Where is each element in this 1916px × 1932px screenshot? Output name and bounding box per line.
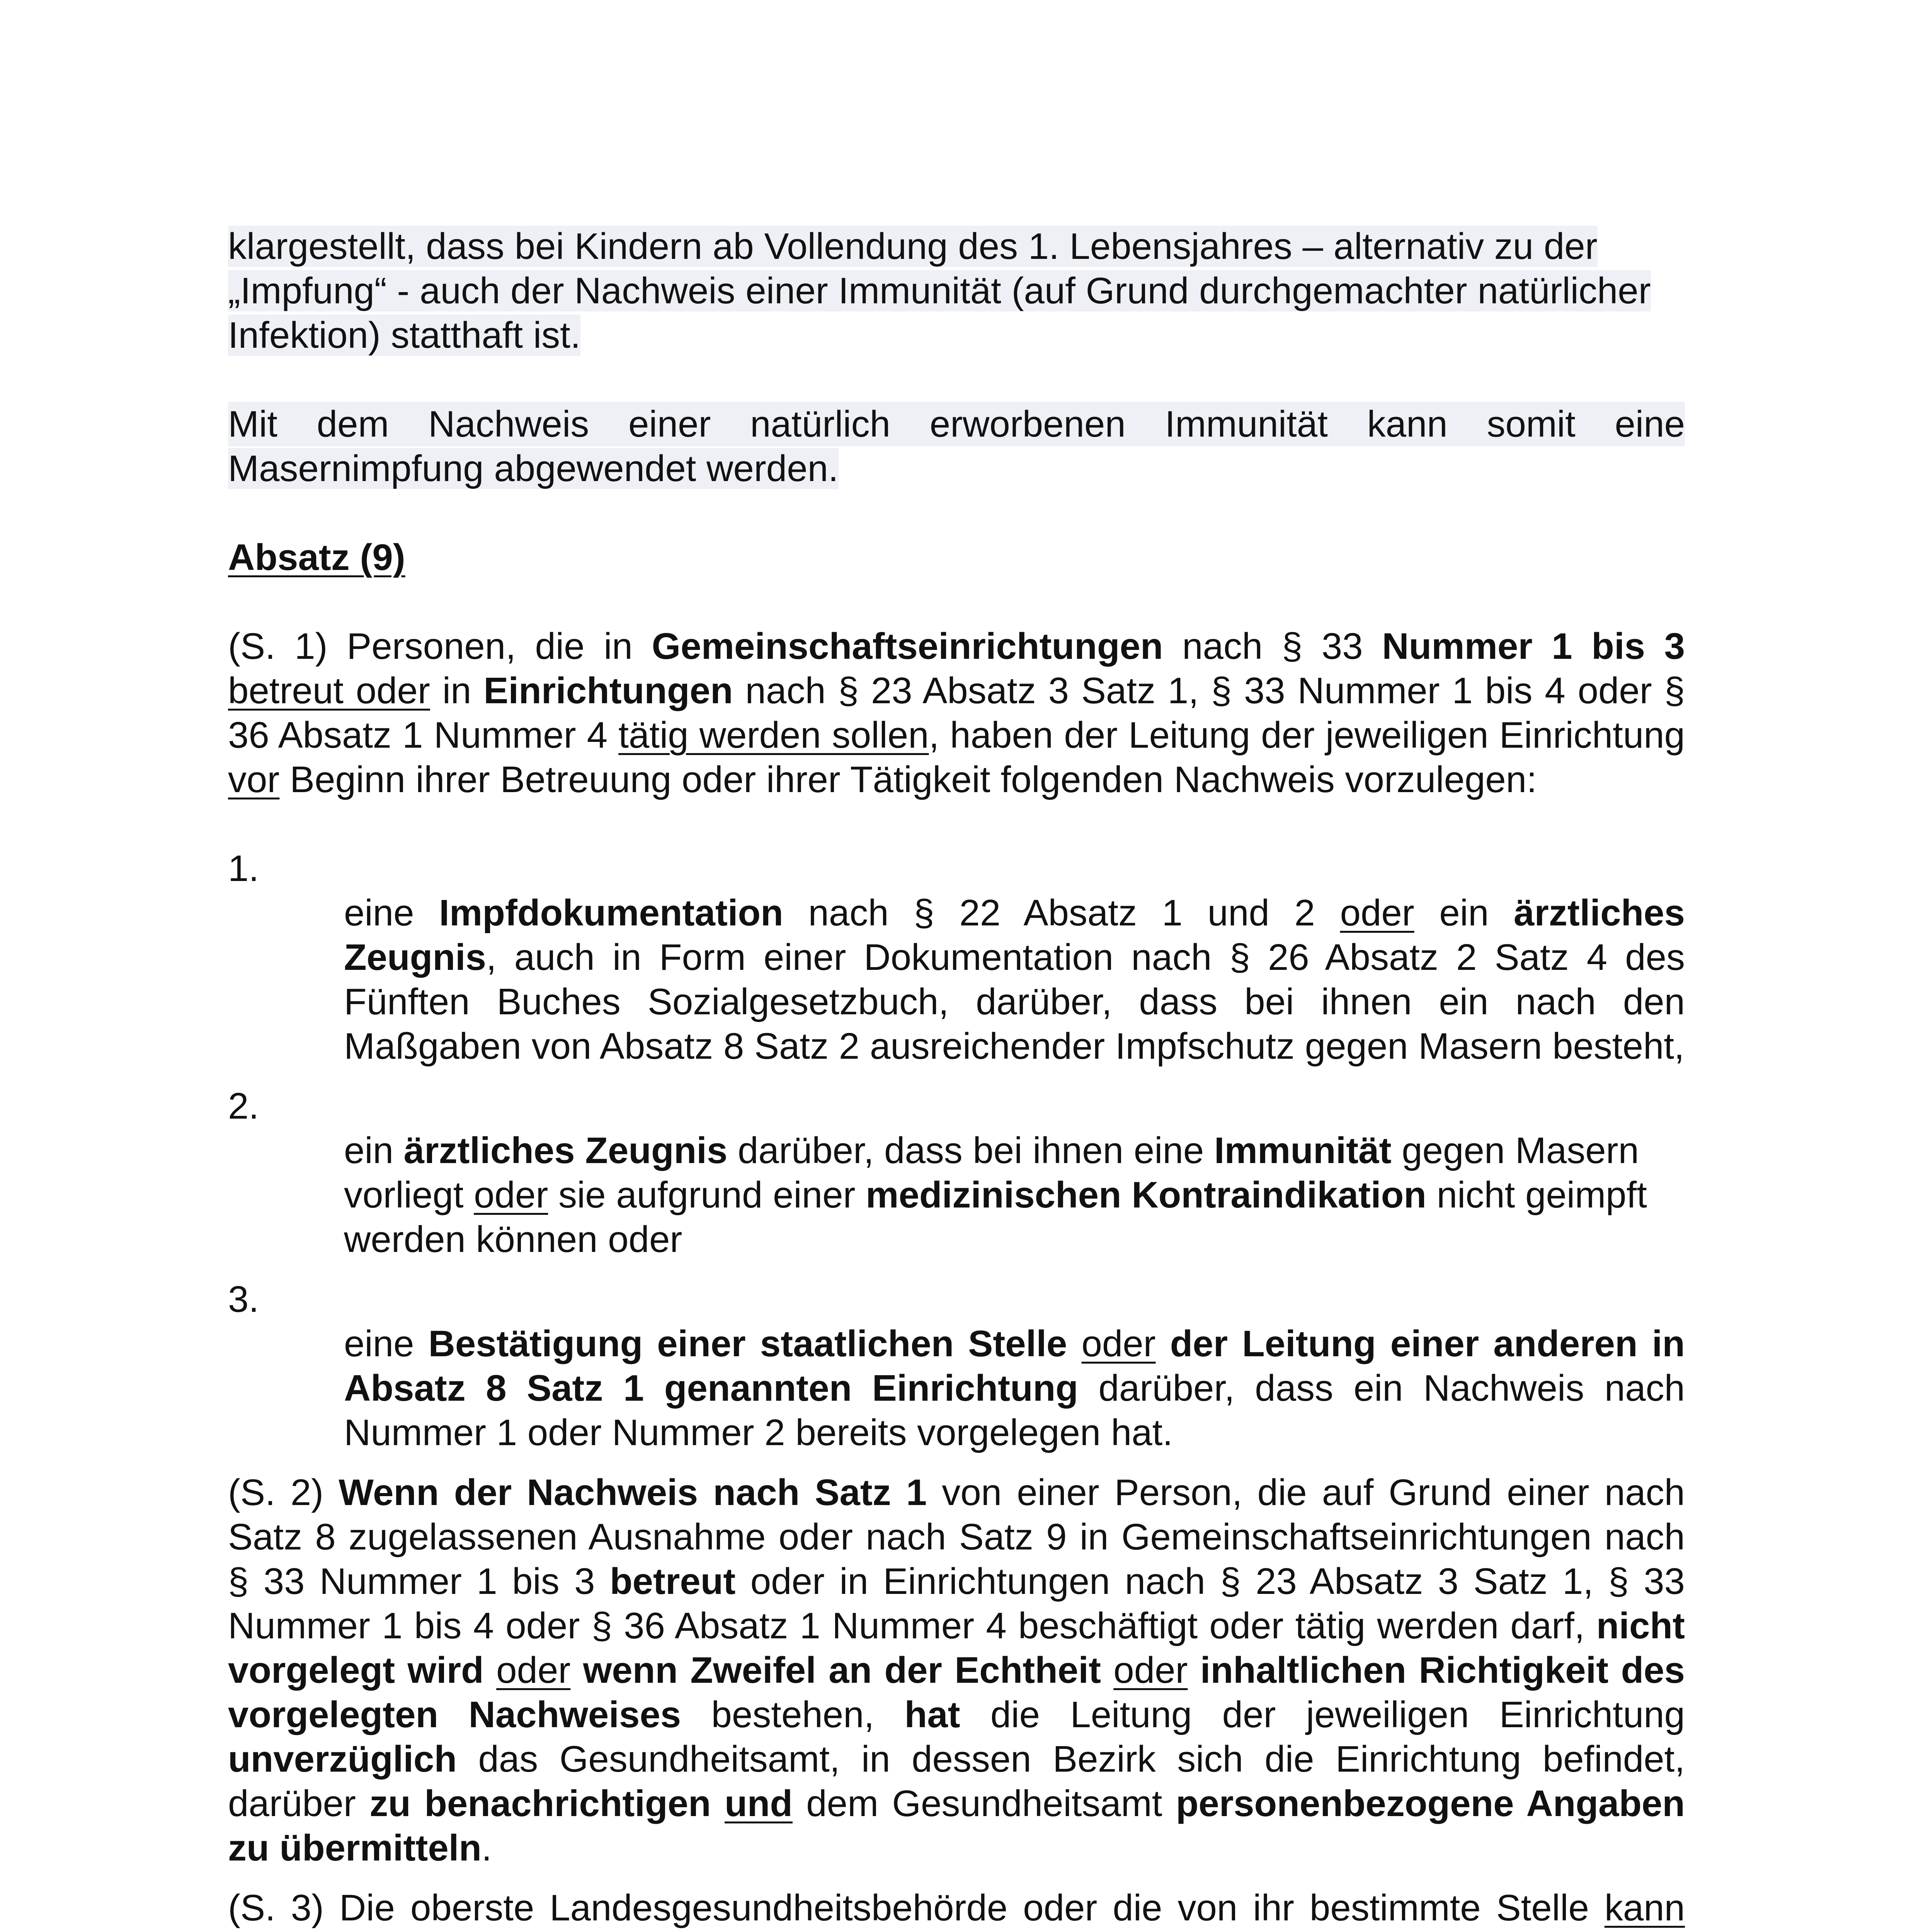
s2-b4: wenn Zweifel an der Echtheit	[583, 1650, 1101, 1691]
s2-b2: betreut	[609, 1561, 736, 1602]
list1-2-t3: gegen Masern vorliegt	[344, 1130, 1639, 1216]
s2-b8: zu benachrichtigen	[369, 1783, 711, 1824]
s2-b7: unverzüglich	[228, 1738, 457, 1780]
s2-t7	[1188, 1650, 1200, 1691]
s3-t1: (S. 3) Die oberste Landesgesundheitsbehörde oder die von ihr bestimmte Stelle	[228, 1887, 1605, 1929]
list1-2-t2: darüber, dass bei ihnen eine	[727, 1130, 1214, 1171]
s1-bold-2: Nummer 1 bis 3	[1382, 626, 1685, 667]
s1-text-6: Beginn ihrer Betreuung oder ihrer Tätigkeit folgenden Nachweis vorzulegen:	[279, 759, 1537, 800]
list-item-text	[344, 1128, 1685, 1262]
s3-u1: kann	[1604, 1887, 1685, 1929]
s1-text-4: nach § 23 Absatz 3 Satz 1, § 33 Nummer 1 bis 4 oder § 36 Absatz 1 Nummer 4	[228, 670, 1685, 756]
s1-text-2: nach § 33	[1163, 626, 1382, 667]
s2-b5: inhaltlichen Richtigkeit des vorgelegten Nachweises	[228, 1650, 1685, 1735]
s2-bu1: und	[725, 1783, 793, 1824]
list-item-text	[344, 891, 1685, 1068]
s2-t5	[570, 1650, 583, 1691]
list1-2-u1: oder	[474, 1174, 548, 1216]
list1-3-t1: eine	[344, 1323, 429, 1364]
list-1-item-3	[228, 1277, 1685, 1455]
s2-t8: bestehen,	[681, 1694, 905, 1735]
section-heading	[228, 535, 1685, 580]
s1-underline-2: tätig werden sollen	[618, 714, 929, 756]
immunity-paragraph	[228, 402, 1685, 491]
s2-b6: hat	[904, 1694, 960, 1735]
intro-line-1: klargestellt, dass bei Kindern ab Vollendung des 1. Lebensjahres – alternativ zu der	[228, 226, 1598, 267]
sentence-2-paragraph	[228, 1470, 1685, 1870]
sentence-3-paragraph	[228, 1886, 1685, 1932]
list1-1-u1: oder	[1340, 892, 1414, 934]
list1-1-t3: ein	[1414, 892, 1514, 934]
s2-b9: personenbezogene Angaben zu übermitteln	[228, 1783, 1685, 1869]
list-1	[228, 846, 1685, 1455]
intro-line-2: „Impfung“ - auch der Nachweis einer Immunität (auf Grund durchgemachter natürlicher	[228, 270, 1651, 311]
heading-text: Absatz (9)	[228, 537, 405, 578]
list-1-item-2	[228, 1084, 1685, 1262]
body-text	[228, 224, 1685, 1932]
s2-t2: von einer Person, die auf Grund einer nach Satz 8 zugelassenen Ausnahme oder nach Satz 9 in Gemeinschaftseinrichtungen nach § 33 Nummer 1 bis 3	[228, 1472, 1685, 1602]
s2-t3: oder in Einrichtungen nach § 23 Absatz 3 Satz 1, § 33 Nummer 1 bis 4 oder § 36 Absatz 1 Nummer 4 beschäftigt oder tätig werden darf,	[228, 1561, 1685, 1646]
list-item-number: 2.	[228, 1085, 259, 1127]
s1-underline-1: betreut oder	[228, 670, 430, 711]
list1-2-t4: sie aufgrund einer	[548, 1174, 866, 1216]
s1-text-1: (S. 1) Personen, die in	[228, 626, 652, 667]
list1-3-t2	[1067, 1323, 1081, 1364]
s2-t9: die Leitung der jeweiligen Einrichtung	[960, 1694, 1685, 1735]
s1-text-3: in	[430, 670, 484, 711]
immunity-line-2: Masernimpfung abgewendet werden.	[228, 448, 839, 489]
list1-3-u1: oder	[1081, 1323, 1156, 1364]
s1-bold-1: Gemeinschaftseinrichtungen	[652, 626, 1163, 667]
list1-2-t5: nicht geimpft werden können oder	[344, 1174, 1647, 1260]
list-item-text	[344, 1321, 1685, 1455]
s2-t10: das Gesundheitsamt, in dessen Bezirk sich die Einrichtung befindet, darüber	[228, 1738, 1685, 1824]
list1-3-b2: der Leitung einer anderen in Absatz 8 Satz 1 genannten Einrichtung	[344, 1323, 1685, 1409]
intro-line-3: Infektion) statthaft ist.	[228, 315, 581, 356]
list1-3-t3	[1156, 1323, 1170, 1364]
list-1-item-1	[228, 846, 1685, 1068]
s2-b3: nicht vorgelegt wird	[228, 1605, 1685, 1691]
list1-2-b1: ärztliches Zeugnis	[403, 1130, 728, 1171]
s2-t12: dem Gesundheitsamt	[792, 1783, 1176, 1824]
s1-text-5: , haben der Leitung der jeweiligen Einrichtung	[929, 714, 1685, 756]
s2-u2: oder	[1113, 1650, 1188, 1691]
list1-1-b2: ärztliches Zeugnis	[344, 892, 1685, 978]
s1-underline-3: vor	[228, 759, 280, 800]
s2-t13: .	[482, 1827, 492, 1869]
sentence-1-paragraph	[228, 624, 1685, 802]
list1-1-t1: eine	[344, 892, 439, 934]
list1-2-b2: Immunität	[1214, 1130, 1392, 1171]
list1-2-b3: medizinischen Kontraindikation	[866, 1174, 1426, 1216]
s2-t6	[1101, 1650, 1113, 1691]
list-item-number: 3.	[228, 1279, 259, 1320]
s2-t11	[711, 1783, 725, 1824]
s2-t4	[484, 1650, 496, 1691]
immunity-line-1: Mit dem Nachweis einer natürlich erworbenen Immunität kann somit eine	[228, 402, 1685, 446]
s2-b1: Wenn der Nachweis nach Satz 1	[339, 1472, 927, 1513]
s2-t1: (S. 2)	[228, 1472, 339, 1513]
list1-1-t2: nach § 22 Absatz 1 und 2	[783, 892, 1340, 934]
list1-1-b1: Impfdokumentation	[439, 892, 783, 934]
list1-3-b1: Bestätigung einer staatlichen Stelle	[428, 1323, 1067, 1364]
s1-bold-3: Einrichtungen	[483, 670, 733, 711]
list1-1-t4: , auch in Form einer Dokumentation nach § 26 Absatz 2 Satz 4 des Fünften Buches Sozialgesetzbuch, darüber, dass bei ihnen ein nach den Maßgaben von Absatz 8 Satz 2 ausreichender Impfschutz gegen Masern besteht,	[344, 937, 1685, 1067]
list-item-number: 1.	[228, 848, 259, 889]
list1-2-t1: ein	[344, 1130, 404, 1171]
intro-paragraph	[228, 224, 1685, 357]
list1-3-t4: darüber, dass ein Nachweis nach Nummer 1 oder Nummer 2 bereits vorgelegen hat.	[344, 1367, 1685, 1453]
s2-u1: oder	[496, 1650, 571, 1691]
